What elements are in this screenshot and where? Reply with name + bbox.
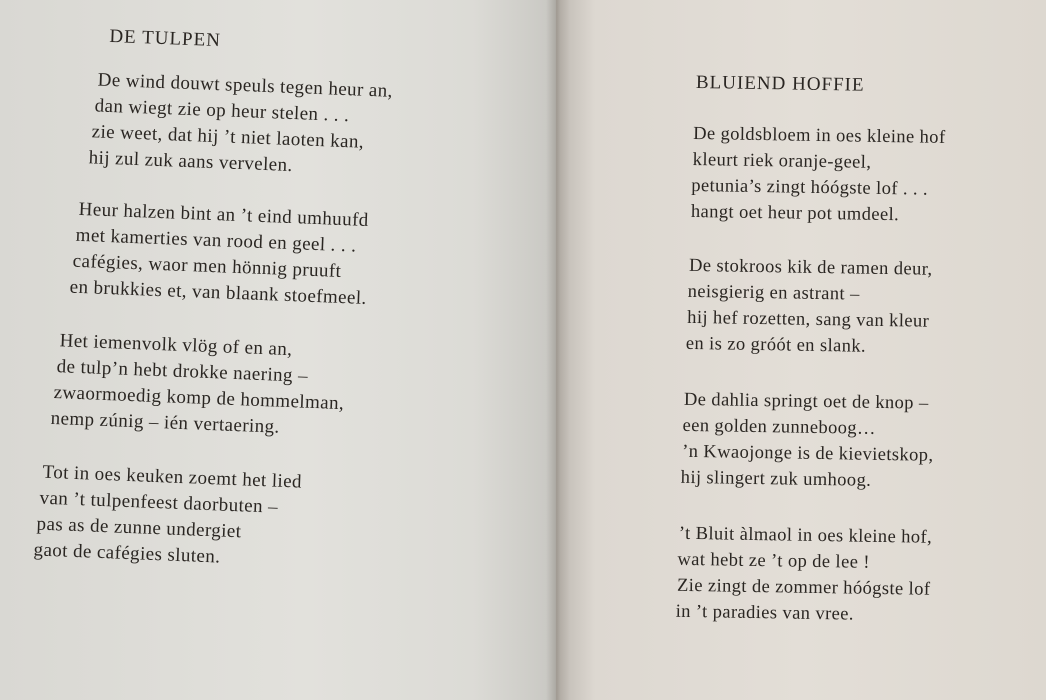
poem-line: ’n Kwaojonge is de kievietskop,	[682, 441, 934, 466]
poem-line: cafégies, waor men hönnig pruuft	[72, 250, 342, 282]
poem-line: hij slingert zuk umhoog.	[680, 467, 872, 491]
poem-line: de tulp’n hebt drokke naering –	[56, 356, 309, 387]
poem-line: neisgierig en astrant –	[687, 281, 860, 305]
right-poem	[556, 0, 1046, 700]
poem-line: zie weet, dat hij ’t niet laoten kan,	[91, 121, 365, 153]
poem-line: zwaormoedig komp de hommelman,	[53, 382, 345, 415]
poem-line: Tot in oes keuken zoemt het lied	[42, 461, 303, 493]
poem-line: ’t Bluit àlmaol in oes kleine hof,	[678, 523, 933, 548]
poem-line: De dahlia springt oet de knop –	[683, 389, 929, 414]
poem-line: nemp zúnig – ién vertaering.	[50, 407, 281, 438]
poem-line: in ’t paradies van vree.	[675, 601, 855, 625]
poem-line: van ’t tulpenfeest daorbuten –	[39, 487, 279, 518]
poem-line: gaot de cafégies sluten.	[33, 539, 221, 568]
book-gutter	[546, 0, 570, 700]
poem-line: en is zo gróót en slank.	[685, 333, 867, 357]
poem-line: petunia’s zingt hóógste lof . . .	[691, 175, 929, 200]
poem-line: De goldsbloem in oes kleine hof	[692, 123, 946, 148]
poem-line: hangt oet heur pot umdeel.	[690, 201, 900, 226]
poem-line: en brukkies et, van blaank stoefmeel.	[69, 276, 368, 309]
poem-line: Het iemenvolk vlög of en an,	[59, 330, 293, 361]
poem-line: Zie zingt de zommer hóógste lof	[676, 575, 931, 600]
poem-line: dan wiegt zie op heur stelen . . .	[94, 95, 350, 127]
poem-line: pas as de zunne undergiet	[36, 513, 242, 543]
poem-line: Heur halzen bint an ’t eind umhuufd	[78, 198, 370, 231]
right-poem-title: BLUIEND HOFFIE	[695, 72, 865, 96]
poem-line: kleurt riek oranje-geel,	[692, 149, 872, 173]
left-poem-title: DE TULPEN	[109, 25, 222, 52]
right-page	[556, 0, 1046, 700]
poem-line: hij zul zuk aans vervelen.	[88, 147, 294, 177]
poem-line: De stokroos kik de ramen deur,	[688, 255, 933, 280]
poem-line: hij hef rozetten, sang van kleur	[687, 307, 930, 332]
poem-line: een golden zunneboog…	[682, 415, 877, 439]
poem-line: De wind douwt speuls tegen heur an,	[97, 69, 394, 102]
poem-line: wat hebt ze ’t op de lee !	[677, 549, 871, 573]
poem-line: met kamerties van rood en geel . . .	[75, 224, 357, 257]
